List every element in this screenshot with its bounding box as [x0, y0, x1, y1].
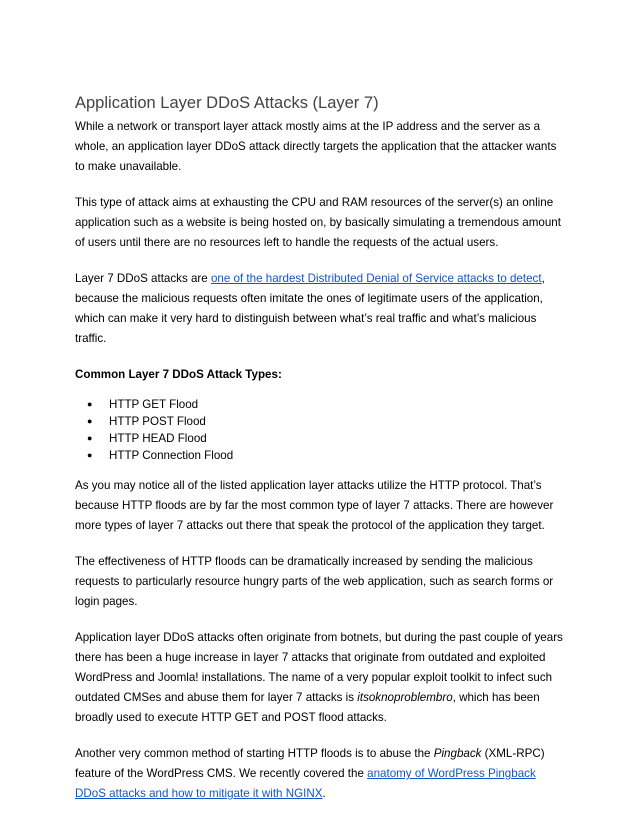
document-page	[75, 93, 565, 820]
bullet-icon: ●	[87, 450, 93, 460]
bullet-icon: ●	[87, 399, 93, 409]
list-item-label: HTTP Connection Flood	[109, 449, 234, 462]
paragraph-http-protocol: As you may notice all of the listed application layer attacks utilize the HTTP protocol. That’s because HTTP floods are by far the most common type of layer 7 attacks. There are however more types of layer 7 attacks out there that speak the protocol of the application they target.	[75, 479, 554, 532]
paragraph-text: Application layer DDoS attacks often originate from botnets, but during the past couple of years there has been a huge increase in layer 7 attacks that originate from outdated and exploited WordPress and Joomla! installations. The name of a very popular exploit toolkit to infect such outdated CMSes and abuse them for layer 7 attacks is	[75, 631, 563, 704]
bullet-icon: ●	[87, 416, 93, 426]
toolkit-name: itsoknoproblembro	[357, 691, 453, 704]
paragraph-text: , because the malicious requests often imitate the ones of legitimate users of the application, which can make it very hard to distinguish between what’s real traffic and what’s malicious traffic.	[75, 272, 545, 345]
paragraph-effectiveness: The effectiveness of HTTP floods can be dramatically increased by sending the malicious requests to particularly resource hungry parts of the web application, such as search forms or login pages.	[75, 555, 554, 608]
list-item	[75, 413, 565, 430]
paragraph-intro: While a network or transport layer attack mostly aims at the IP address and the server as a whole, an application layer DDoS attack directly targets the application that the attacker wants to make unavailable.	[75, 120, 557, 173]
attack-types-subheading: Common Layer 7 DDoS Attack Types:	[75, 368, 282, 381]
paragraph-pingback	[75, 744, 565, 804]
paragraph-detection	[75, 269, 565, 349]
paragraph-resources: This type of attack aims at exhausting the CPU and RAM resources of the server(s) an online application such as a website is being hosted on, by basically simulating a tremendous amount of users until there are no resources left to handle the requests of the actual users.	[75, 196, 561, 249]
pingback-anatomy-link[interactable]: anatomy of WordPress Pingback DDoS attacks and how to mitigate it with NGINX	[75, 767, 536, 800]
list-item	[75, 396, 565, 413]
list-item-label: HTTP POST Flood	[109, 415, 206, 428]
paragraph-text: .	[322, 787, 326, 800]
paragraph-text: Another very common method of starting HTTP floods is to abuse the	[75, 747, 434, 760]
paragraph-botnets	[75, 628, 565, 728]
bullet-icon: ●	[87, 433, 93, 443]
list-item-label: HTTP GET Flood	[109, 398, 199, 411]
paragraph-text: (XML-RPC) feature of the WordPress CMS. We recently covered the	[75, 747, 545, 780]
hardest-to-detect-link[interactable]: one of the hardest Distributed Denial of Service attacks to detect	[210, 272, 542, 285]
paragraph-text: Layer 7 DDoS attacks are	[75, 272, 211, 285]
paragraph-text: , which has been broadly used to execute HTTP GET and POST flood attacks.	[75, 691, 540, 724]
list-item	[75, 430, 565, 447]
pingback-term: Pingback	[433, 747, 482, 760]
attack-types-list	[75, 396, 565, 464]
list-item	[75, 447, 565, 464]
list-item-label: HTTP HEAD Flood	[109, 432, 207, 445]
page-title: Application Layer DDoS Attacks (Layer 7)	[75, 94, 379, 112]
